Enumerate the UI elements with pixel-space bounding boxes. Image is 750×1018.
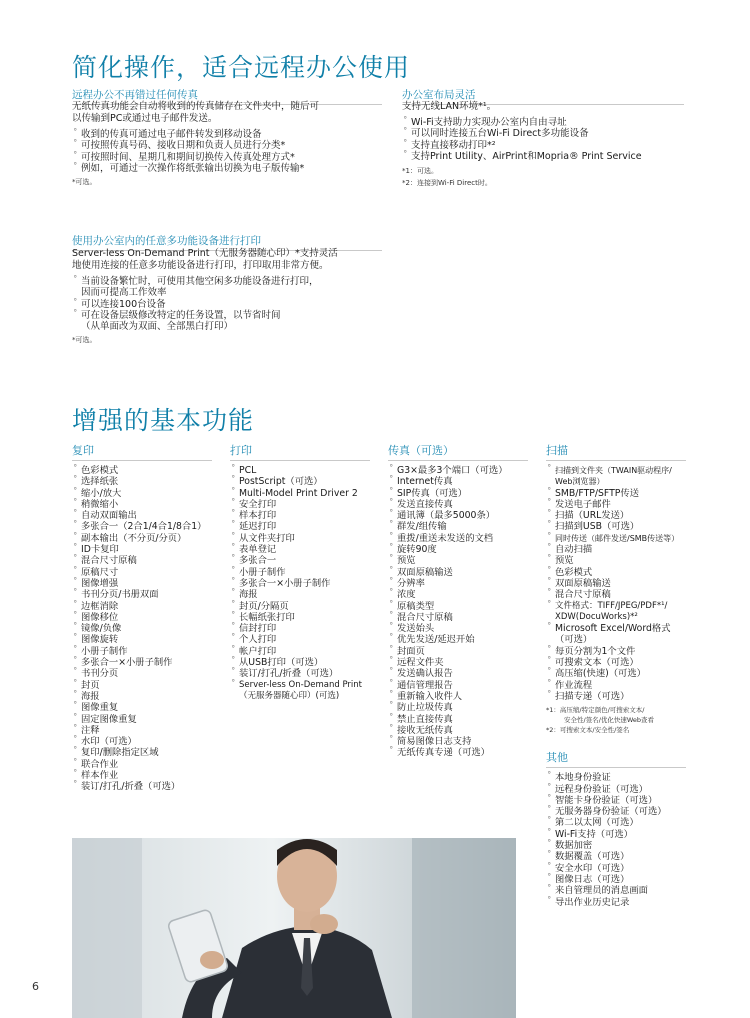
list-item: ˚ 通信管理报告 <box>388 680 528 691</box>
office-layout-heading: 办公室布局灵活 <box>402 87 684 105</box>
list-item: ˚ 发送始头 <box>388 623 528 634</box>
list-item: ˚ 多张合一（2合1/4合1/8合1） <box>72 521 212 532</box>
fax-heading: 传真（可选） <box>388 442 528 461</box>
list-item: ˚ SMB/FTP/SFTP传送 <box>546 488 686 499</box>
list-item: ˚ 图像旋转 <box>72 634 212 645</box>
copy-list <box>72 465 212 793</box>
list-item: ˚ 色彩模式 <box>546 567 686 578</box>
list-item: ˚ 数据覆盖（可选） <box>546 851 686 862</box>
list-item: ˚ 稍微缩小 <box>72 499 212 510</box>
list-item: ˚ 书刊分页/书册双面 <box>72 589 212 600</box>
list-item: ˚ 数据加密 <box>546 840 686 851</box>
scan-list <box>546 465 686 702</box>
list-item: ˚ 混合尺寸原稿 <box>546 589 686 600</box>
list-item: ˚ 同时传送（邮件发送/SMB传送等） <box>546 533 686 544</box>
list-item: ˚ 旋转90度 <box>388 544 528 555</box>
office-layout-note-1: *1：可选。 <box>402 167 438 175</box>
scan-note-1: *1：高压缩/特定颜色/可搜索文本/ <box>546 706 645 715</box>
list-item: ˚ 封面页 <box>388 646 528 657</box>
list-item: ˚ 图像日志（可选） <box>546 874 686 885</box>
list-item: ˚ 发送电子邮件 <box>546 499 686 510</box>
list-item: ˚ 可以同时连接五台Wi-Fi Direct多功能设备 <box>402 128 642 139</box>
list-item: ˚ 装订/打孔/折叠（可选） <box>230 668 370 679</box>
list-item: ˚ 本地身份验证 <box>546 772 686 783</box>
list-item: ˚ PostScript（可选） <box>230 476 370 487</box>
scan-column <box>546 442 686 908</box>
list-item: ˚ 扫描到文件夹（TWAIN驱动程序/ <box>546 465 686 476</box>
list-item: ˚ 可按照传真号码、接收日期和负责人员进行分类* <box>72 140 304 151</box>
print-last-line: （无服务器随心印）(可选) <box>239 690 340 701</box>
list-item: ˚ 无纸传真专递（可选） <box>388 747 528 758</box>
list-item: ˚ 图像移位 <box>72 612 212 623</box>
scan-note-2: 安全性/签名/优化快速Web查看 <box>564 716 655 725</box>
list-item: ˚ Microsoft Excel/Word格式 <box>546 623 686 634</box>
businessman-illustration <box>72 838 516 1018</box>
remote-fax-list <box>72 129 304 174</box>
list-item: ˚ 来自管理员的消息画面 <box>546 885 686 896</box>
list-item: ˚ 从文件夹打印 <box>230 533 370 544</box>
list-item: ˚ 简易图像日志支持 <box>388 736 528 747</box>
list-item: （可选） <box>555 634 593 646</box>
list-item: ˚ 原稿尺寸 <box>72 567 212 578</box>
list-item: ˚ 扫描专递（可选） <box>546 691 686 702</box>
copy-heading: 复印 <box>72 442 212 461</box>
office-layout-note-2: *2：连接到Wi-Fi Direct时。 <box>402 179 492 187</box>
list-item: ˚ 分辨率 <box>388 578 528 589</box>
list-item: ˚ 缩小/放大 <box>72 488 212 499</box>
list-item: ˚ 预览 <box>388 555 528 566</box>
list-item: ˚ 水印（可选） <box>72 736 212 747</box>
office-layout-intro: 支持无线LAN环境*¹。 <box>402 101 497 112</box>
list-item: ˚ 延迟打印 <box>230 521 370 532</box>
fax-column <box>388 442 528 759</box>
list-item: ˚ 智能卡身份验证（可选） <box>546 795 686 806</box>
list-item: ˚ 样本作业 <box>72 770 212 781</box>
office-layout-list <box>402 117 642 162</box>
list-item: XDW(DocuWorks)*² <box>555 611 638 622</box>
list-item: ˚ 可搜索文本（可选） <box>546 657 686 668</box>
list-item: ˚ 镜像/负像 <box>72 623 212 634</box>
list-item: ˚ 可按照时间、星期几和期间切换传入传真处理方式* <box>72 152 304 163</box>
list-item: ˚ 优先发送/延迟开始 <box>388 634 528 645</box>
list-item: ˚ 多张合一 <box>230 555 370 566</box>
list-item: ˚ 从USB打印（可选） <box>230 657 370 668</box>
list-item: ˚ 装订/打孔/折叠（可选） <box>72 781 212 792</box>
list-item: ˚ 发送直接传真 <box>388 499 528 510</box>
list-item: ˚ 作业流程 <box>546 680 686 691</box>
list-item: ˚ 副本输出（不分页/分页） <box>72 533 212 544</box>
list-item: ˚ 混合尺寸原稿 <box>72 555 212 566</box>
list-item: ˚ 每页分割为1个文件 <box>546 646 686 657</box>
list-item: ˚ 禁止直接传真 <box>388 714 528 725</box>
list-item: ˚ 浓度 <box>388 589 528 600</box>
print-list <box>230 465 370 691</box>
print-column <box>230 442 370 702</box>
list-item: （从单面改为双面、全部黑白打印） <box>81 321 234 333</box>
list-item: ˚ 图像增强 <box>72 578 212 589</box>
list-item: ˚ 例如，可通过一次操作将纸张输出切换为电子版传输* <box>72 163 304 174</box>
list-item: Web浏览器） <box>555 477 605 487</box>
list-item: ˚ 海报 <box>230 589 370 600</box>
any-device-heading: 使用办公室内的任意多功能设备进行打印 <box>72 233 382 251</box>
list-item: ˚ Wi-Fi支持助力实现办公室内自由寻址 <box>402 117 642 128</box>
list-item: ˚ 安全水印（可选） <box>546 863 686 874</box>
list-item: ˚ 混合尺寸原稿 <box>388 612 528 623</box>
list-item: ˚ PCL <box>230 465 370 476</box>
list-item: ˚ Wi-Fi支持（可选） <box>546 829 686 840</box>
list-item: ˚ 色彩模式 <box>72 465 212 476</box>
list-item: ˚ 收到的传真可通过电子邮件转发到移动设备 <box>72 129 304 140</box>
remote-fax-intro: 无纸传真功能会自动将收到的传真储存在文件夹中，随后可 以传输到PC或通过电子邮件发送。 <box>72 101 320 124</box>
print-heading: 打印 <box>230 442 370 461</box>
list-item: ˚ 书刊分页 <box>72 668 212 679</box>
list-item: ˚ 群发/组传输 <box>388 521 528 532</box>
list-item: ˚ SIP传真（可选） <box>388 488 528 499</box>
list-item: ˚ 多张合一×小册子制作 <box>230 578 370 589</box>
list-item: ˚ 可以连接100台设备 <box>72 299 319 310</box>
list-item: ˚ 第二以太网（可选） <box>546 817 686 828</box>
list-item: ˚ 远程文件夹 <box>388 657 528 668</box>
list-item: ˚ 联合作业 <box>72 759 212 770</box>
businessman-photo <box>72 838 516 1018</box>
page-number: 6 <box>32 980 39 993</box>
list-item: ˚ 扫描到USB（可选） <box>546 521 686 532</box>
list-item: ˚ 边框消除 <box>72 601 212 612</box>
list-item: ˚ 文件格式：TIFF/JPEG/PDF*¹/ <box>546 601 686 612</box>
list-item: ˚ G3×最多3个端口（可选） <box>388 465 528 476</box>
list-item: ˚ 多张合一×小册子制作 <box>72 657 212 668</box>
list-item: ˚ 小册子制作 <box>72 646 212 657</box>
list-item: ˚ 个人打印 <box>230 634 370 645</box>
list-item: ˚ 图像重复 <box>72 702 212 713</box>
list-item: ˚ ID卡复印 <box>72 544 212 555</box>
list-item: ˚ 重新输入收件人 <box>388 691 528 702</box>
list-item: ˚ 防止垃圾传真 <box>388 702 528 713</box>
list-item: ˚ 双面原稿输送 <box>388 567 528 578</box>
list-item: ˚ 无服务器身份验证（可选） <box>546 806 686 817</box>
list-item: ˚ 通讯簿（最多5000条） <box>388 510 528 521</box>
list-item: ˚ 导出作业历史记录 <box>546 897 686 908</box>
remote-fax-note: *可选。 <box>72 178 97 186</box>
other-heading: 其他 <box>546 749 686 768</box>
list-item: ˚ 支持直接移动打印*² <box>402 140 642 151</box>
scan-heading: 扫描 <box>546 442 686 461</box>
list-item: ˚ 样本打印 <box>230 510 370 521</box>
any-device-note: *可选。 <box>72 336 97 344</box>
list-item: ˚ 选择纸张 <box>72 476 212 487</box>
list-item: ˚ 自动扫描 <box>546 544 686 555</box>
list-item: ˚ 发送确认报告 <box>388 668 528 679</box>
list-item: ˚ 接收无纸传真 <box>388 725 528 736</box>
section1-title: 简化操作，适合远程办公使用 <box>72 53 411 82</box>
list-item: ˚ 信封打印 <box>230 623 370 634</box>
remote-fax-heading: 远程办公不再错过任何传真 <box>72 87 382 105</box>
list-item: ˚ 双面原稿输送 <box>546 578 686 589</box>
list-item: ˚ 表单登记 <box>230 544 370 555</box>
any-device-intro: Server-less On-Demand Print（无服务器随心印）*支持灵活 地使用连接的任意多功能设备进行打印，打印取用非常方便。 <box>72 248 338 271</box>
list-item: ˚ 小册子制作 <box>230 567 370 578</box>
fax-list <box>388 465 528 759</box>
list-item: ˚ 远程身份验证（可选） <box>546 784 686 795</box>
list-item: ˚ 预览 <box>546 555 686 566</box>
scan-note-3: *2：可搜索文本/安全性/签名 <box>546 726 630 735</box>
section2-title: 增强的基本功能 <box>72 406 255 435</box>
list-item: ˚ 重拨/重送未发送的文档 <box>388 533 528 544</box>
list-item: ˚ 帐户打印 <box>230 646 370 657</box>
list-item: ˚ 扫描（URL发送） <box>546 510 686 521</box>
other-list <box>546 772 686 908</box>
list-item: ˚ 原稿类型 <box>388 601 528 612</box>
list-item: ˚ 封页 <box>72 680 212 691</box>
copy-column <box>72 442 212 793</box>
list-item: 因而可提高工作效率 <box>81 287 167 299</box>
list-item: ˚ 封页/分隔页 <box>230 601 370 612</box>
list-item: ˚ 可在设备层级修改特定的任务设置，以节省时间 <box>72 310 319 321</box>
list-item: ˚ 支持Print Utility、AirPrint和Mopria® Print Service <box>402 151 642 162</box>
list-item: ˚ 高压缩(快速)（可选） <box>546 668 686 679</box>
list-item: ˚ 海报 <box>72 691 212 702</box>
list-item: ˚ Internet传真 <box>388 476 528 487</box>
list-item: ˚ 注释 <box>72 725 212 736</box>
list-item: ˚ Multi-Model Print Driver 2 <box>230 488 370 499</box>
list-item: ˚ 安全打印 <box>230 499 370 510</box>
list-item: ˚ Server-less On-Demand Print <box>230 680 370 691</box>
list-item: ˚ 固定图像重复 <box>72 714 212 725</box>
any-device-list <box>72 276 319 332</box>
list-item: ˚ 当前设备繁忙时，可使用其他空闲多功能设备进行打印， <box>72 276 319 287</box>
list-item: ˚ 自动双面输出 <box>72 510 212 521</box>
list-item: ˚ 长幅纸张打印 <box>230 612 370 623</box>
list-item: ˚ 复印/删除指定区域 <box>72 747 212 758</box>
